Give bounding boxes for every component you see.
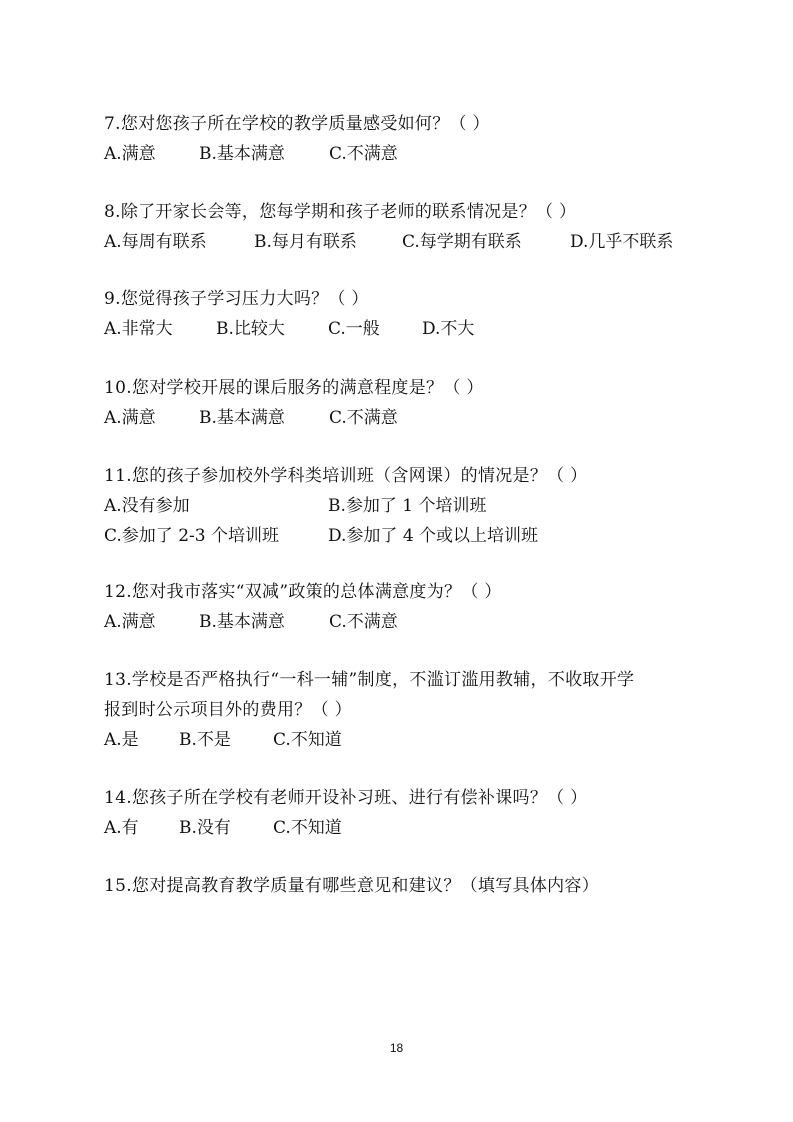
question-text-line-1: 13.学校是否严格执行“一科一辅”制度，不滥订滥用教辅，不收取开学 [104, 670, 635, 690]
option-c: C.参加了 2-3 个培训班 [104, 526, 279, 546]
option-b: B.比较大 [216, 319, 285, 339]
question-text: 15.您对提高教育教学质量有哪些意见和建议？（填写具体内容） [104, 876, 600, 896]
option-b: B.不是 [179, 730, 231, 750]
option-b: B.每月有联系 [254, 232, 357, 252]
option-d: D.参加了 4 个或以上培训班 [328, 526, 539, 546]
question-15 [104, 871, 704, 901]
option-a: A.满意 [104, 612, 156, 632]
option-b: B.参加了 1 个培训班 [328, 496, 487, 516]
option-d: D.不大 [422, 319, 475, 339]
options-row [104, 403, 704, 433]
option-a: A.满意 [104, 144, 156, 164]
option-b: B.基本满意 [199, 612, 285, 632]
options-row-2 [104, 521, 704, 551]
options-row [104, 813, 704, 843]
options-row [104, 607, 704, 637]
question-text: 7.您对您孩子所在学校的教学质量感受如何？（ ） [104, 114, 490, 134]
question-14 [104, 783, 704, 843]
question-9 [104, 284, 704, 344]
option-b: B.没有 [179, 818, 231, 838]
question-text: 10.您对学校开展的课后服务的满意程度是？（ ） [104, 378, 484, 398]
option-b: B.基本满意 [199, 144, 285, 164]
option-a: A.每周有联系 [104, 232, 207, 252]
question-text: 14.您孩子所在学校有老师开设补习班、进行有偿补课吗？（ ） [104, 788, 588, 808]
options-row [104, 139, 704, 169]
option-a: A.满意 [104, 408, 156, 428]
question-13 [104, 665, 704, 755]
question-11 [104, 461, 704, 551]
option-c: C.不满意 [329, 612, 398, 632]
option-a: A.是 [104, 730, 139, 750]
question-text: 12.您对我市落实“双减”政策的总体满意度为？（ ） [104, 582, 502, 602]
option-c: C.一般 [328, 319, 380, 339]
options-row-1 [104, 491, 704, 521]
option-c: C.每学期有联系 [402, 232, 522, 252]
question-8 [104, 197, 704, 257]
question-12 [104, 577, 704, 637]
question-7 [104, 109, 704, 169]
option-c: C.不知道 [273, 818, 342, 838]
option-c: C.不满意 [329, 144, 398, 164]
option-c: C.不知道 [273, 730, 342, 750]
page-number: 18 [389, 1041, 404, 1055]
options-row [104, 227, 704, 257]
question-10 [104, 373, 704, 433]
options-row [104, 725, 704, 755]
options-row [104, 314, 704, 344]
option-a: A.非常大 [104, 319, 173, 339]
option-c: C.不满意 [329, 408, 398, 428]
question-text: 8.除了开家长会等，您每学期和孩子老师的联系情况是？（ ） [104, 202, 577, 222]
question-text-line-2: 报到时公示项目外的费用？（ ） [104, 700, 352, 720]
question-text: 11.您的孩子参加校外学科类培训班（含网课）的情况是？（ ） [104, 466, 588, 486]
option-d: D.几乎不联系 [570, 232, 674, 252]
option-a: A.有 [104, 818, 139, 838]
question-text: 9.您觉得孩子学习压力大吗？（ ） [104, 289, 369, 309]
option-b: B.基本满意 [199, 408, 285, 428]
option-a: A.没有参加 [104, 496, 190, 516]
